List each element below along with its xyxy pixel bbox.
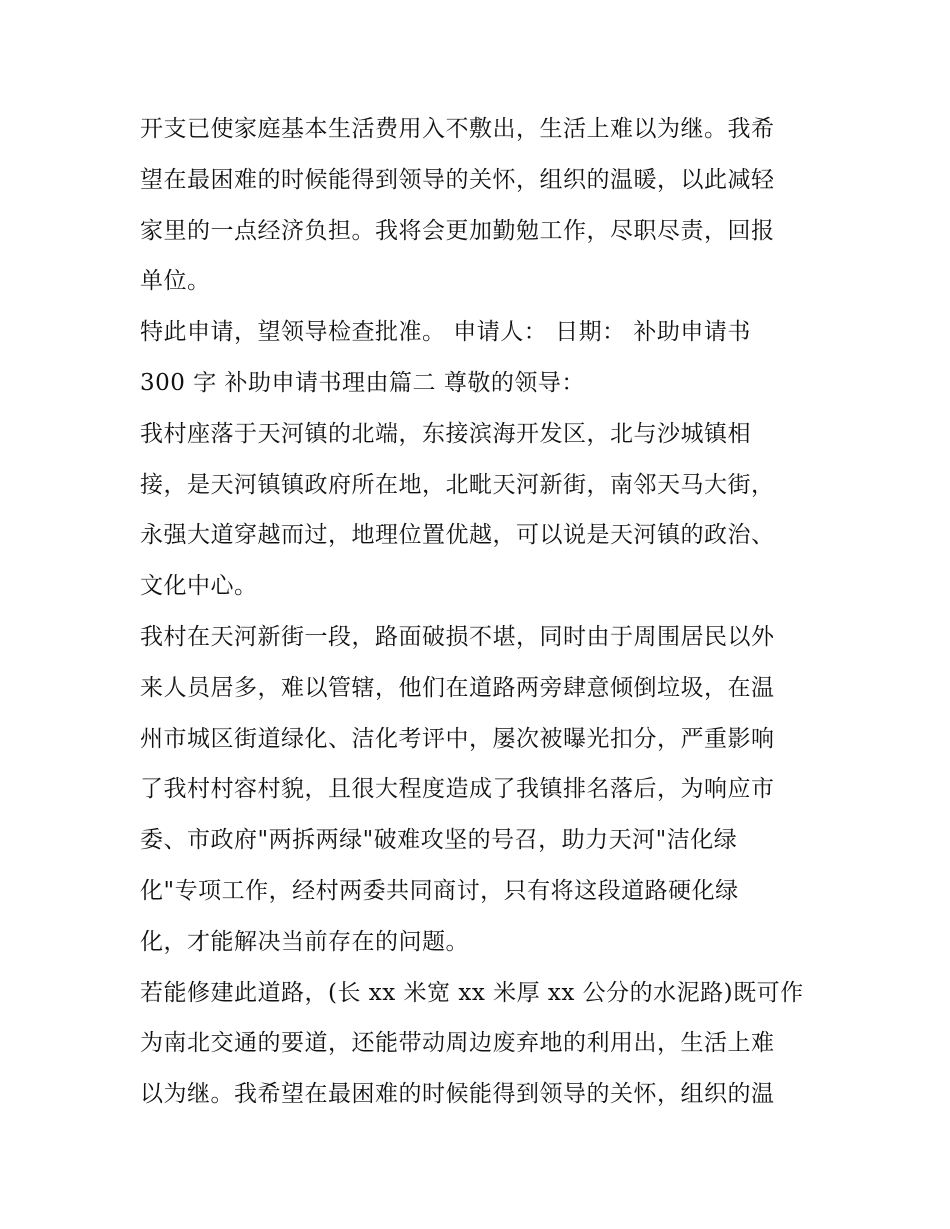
text-line: 特此申请，望领导检查批准。 申请人： 日期： 补助申请书	[140, 319, 751, 346]
text-line: 开支已使家庭基本生活费用入不敷出，生活上难以为继。我希	[140, 116, 775, 142]
text-line: 接，是天河镇镇政府所在地，北毗天河新街，南邻天马大街，	[140, 471, 775, 498]
text-line: 望在最困难的时候能得到领导的关怀，组织的温暖，以此减轻	[140, 166, 775, 193]
text-line: 永强大道穿越而过，地理位置优越，可以说是天河镇的政治、	[140, 522, 775, 549]
text-line: 若能修建此道路，(长 xx 米宽 xx 米厚 xx 公分的水泥路)既可作	[140, 979, 804, 1006]
text-line: 我村座落于天河镇的北端，东接滨海开发区，北与沙城镇相	[140, 420, 751, 447]
text-line: 了我村村容村貌，且很大程度造成了我镇排名落后，为响应市	[140, 776, 775, 803]
text-line: 300 字 补助申请书理由篇二 尊敬的领导：	[140, 369, 585, 396]
text-line: 委、市政府"两拆两绿"破难攻坚的号召，助力天河"洁化绿	[140, 827, 738, 854]
text-line: 文化中心。	[140, 573, 258, 600]
text-line: 州市城区街道绿化、洁化考评中，屡次被曝光扣分，严重影响	[140, 725, 775, 752]
document-body	[140, 104, 820, 1120]
text-line: 家里的一点经济负担。我将会更加勤勉工作，尽职尽责，回报	[140, 217, 775, 244]
text-line: 以为继。我希望在最困难的时候能得到领导的关怀，组织的温	[140, 1081, 775, 1108]
text-line: 化，才能解决当前存在的问题。	[140, 928, 469, 955]
text-line: 化"专项工作，经村两委共同商讨，只有将这段道路硬化绿	[140, 877, 739, 904]
text-line: 来人员居多，难以管辖，他们在道路两旁肆意倾倒垃圾，在温	[140, 674, 775, 701]
text-line: 我村在天河新街一段，路面破损不堪，同时由于周围居民以外	[140, 623, 775, 650]
text-line: 单位。	[140, 268, 211, 295]
text-line: 为南北交通的要道，还能带动周边废弃地的利用出，生活上难	[140, 1030, 775, 1057]
